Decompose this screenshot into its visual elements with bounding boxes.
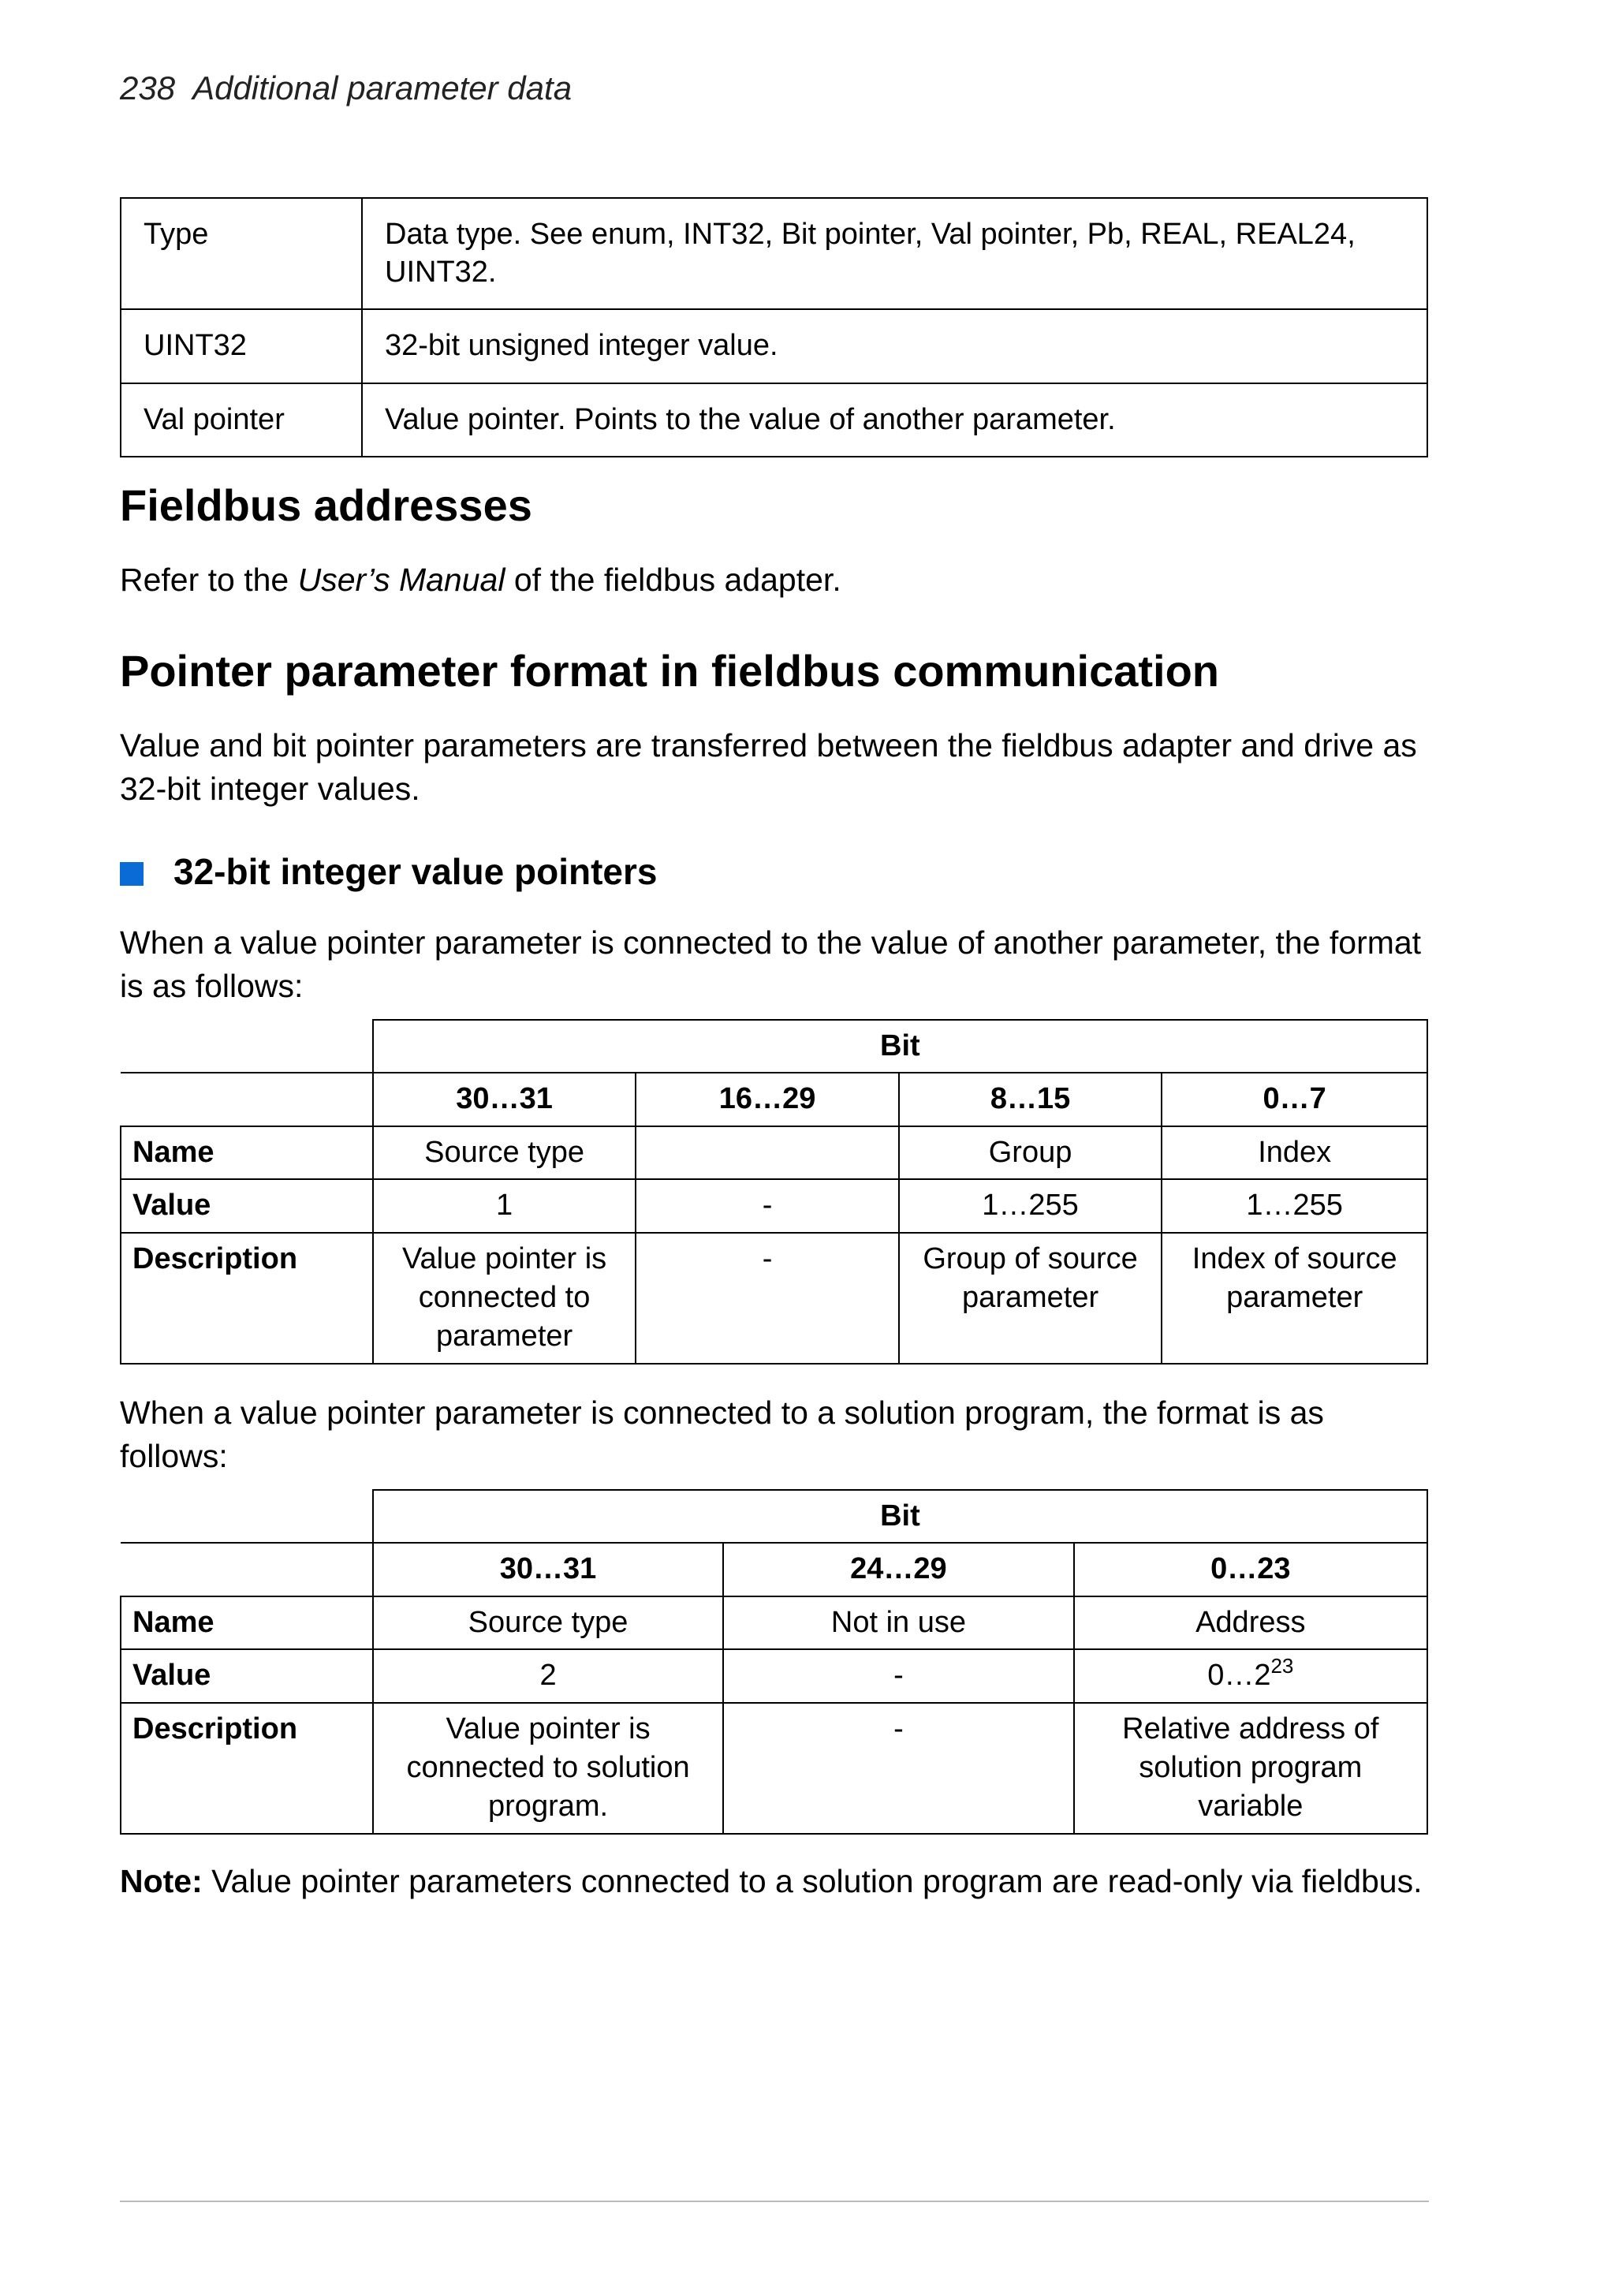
table-row: [121, 1649, 1427, 1702]
table-row: [121, 1073, 1427, 1126]
table-cell: 2: [373, 1649, 723, 1702]
table-cell: -: [636, 1233, 898, 1364]
table-row: [121, 1703, 1427, 1834]
table-row: [121, 383, 1427, 457]
fieldbus-paragraph: [120, 558, 1429, 602]
table-row: [121, 198, 1427, 309]
definition-description: Value pointer. Points to the value of another parameter.: [362, 383, 1427, 457]
table-row: [121, 1543, 1427, 1596]
definition-term: Type: [121, 198, 362, 309]
table-row: [121, 1596, 1427, 1649]
solution-pointer-table: [120, 1489, 1428, 1835]
address-range-base: 0…2: [1207, 1659, 1271, 1693]
table-row: [121, 1233, 1427, 1364]
bit-range-header: 30…31: [373, 1543, 723, 1596]
table-cell: Not in use: [723, 1596, 1073, 1649]
footer-rule: [120, 2201, 1429, 2202]
table-row: [121, 1179, 1427, 1232]
table-row: [121, 1020, 1427, 1073]
fieldbus-heading: Fieldbus addresses: [120, 480, 532, 530]
table-cell: Value pointer is connected to parameter: [373, 1233, 636, 1364]
bit-range-header: 0…7: [1162, 1073, 1427, 1126]
table-cell: Source type: [373, 1126, 636, 1179]
bit-range-header: 0…23: [1074, 1543, 1427, 1596]
table-cell: Source type: [373, 1596, 723, 1649]
bit-range-header: 24…29: [723, 1543, 1073, 1596]
table2-intro: When a value pointer parameter is connected to a solution program, the format is as follows:: [120, 1394, 1324, 1474]
definition-term: UINT32: [121, 309, 362, 383]
fieldbus-text: of the fieldbus adapter.: [505, 562, 841, 598]
table-row: [121, 1126, 1427, 1179]
bit-header: Bit: [373, 1490, 1427, 1543]
definition-description: 32-bit unsigned integer value.: [362, 309, 1427, 383]
pointer-format-paragraph: Value and bit pointer parameters are transferred between the fieldbus adapter and drive as 32-bit integer values.: [120, 727, 1417, 807]
parameter-pointer-table: [120, 1019, 1428, 1365]
table-row: [121, 309, 1427, 383]
row-label: Value: [121, 1179, 373, 1232]
pointer-format-heading: Pointer parameter format in fieldbus communication: [120, 646, 1220, 696]
note-paragraph: [120, 1860, 1429, 1903]
section-square-icon: [120, 862, 144, 886]
note-text: Value pointer parameters connected to a solution program are read-only via fieldbus.: [202, 1863, 1423, 1899]
table-cell: Group: [899, 1126, 1162, 1179]
definition-description: Data type. See enum, INT32, Bit pointer, Val pointer, Pb, REAL, REAL24, UINT32.: [362, 198, 1427, 309]
table-cell: Group of source parameter: [899, 1233, 1162, 1364]
bit-range-header: 16…29: [636, 1073, 898, 1126]
row-label: Description: [121, 1233, 373, 1364]
row-label: Description: [121, 1703, 373, 1834]
definitions-table: [120, 197, 1428, 457]
table-cell: Address: [1074, 1596, 1427, 1649]
address-range-cell: [1074, 1649, 1427, 1702]
bit-header: Bit: [373, 1020, 1427, 1073]
table-cell: 1: [373, 1179, 636, 1232]
table-cell: Index: [1162, 1126, 1427, 1179]
table-cell: -: [723, 1703, 1073, 1834]
table-cell: Index of source parameter: [1162, 1233, 1427, 1364]
row-label: Name: [121, 1126, 373, 1179]
running-head-title: Additional parameter data: [192, 69, 573, 106]
row-label: Value: [121, 1649, 373, 1702]
int-pointers-heading-text: 32-bit integer value pointers: [173, 851, 658, 892]
table1-intro: When a value pointer parameter is connected to the value of another parameter, the format is as follows:: [120, 924, 1422, 1004]
bit-range-header: 8…15: [899, 1073, 1162, 1126]
manual-title: User’s Manual: [297, 562, 505, 598]
table-cell: Relative address of solution program variable: [1074, 1703, 1427, 1834]
definition-term: Val pointer: [121, 383, 362, 457]
table-cell: -: [723, 1649, 1073, 1702]
table-cell: 1…255: [1162, 1179, 1427, 1232]
address-range-exponent: 23: [1270, 1654, 1294, 1678]
row-label: Name: [121, 1596, 373, 1649]
table-cell: Value pointer is connected to solution program.: [373, 1703, 723, 1834]
running-head: [120, 69, 572, 107]
fieldbus-text: Refer to the: [120, 562, 298, 598]
table-row: [121, 1490, 1427, 1543]
page-number: 238: [120, 69, 176, 106]
table-cell: [636, 1126, 898, 1179]
bit-range-header: 30…31: [373, 1073, 636, 1126]
int-pointers-heading: [120, 850, 657, 893]
table-cell: -: [636, 1179, 898, 1232]
note-label: Note:: [120, 1863, 203, 1899]
table-cell: 1…255: [899, 1179, 1162, 1232]
